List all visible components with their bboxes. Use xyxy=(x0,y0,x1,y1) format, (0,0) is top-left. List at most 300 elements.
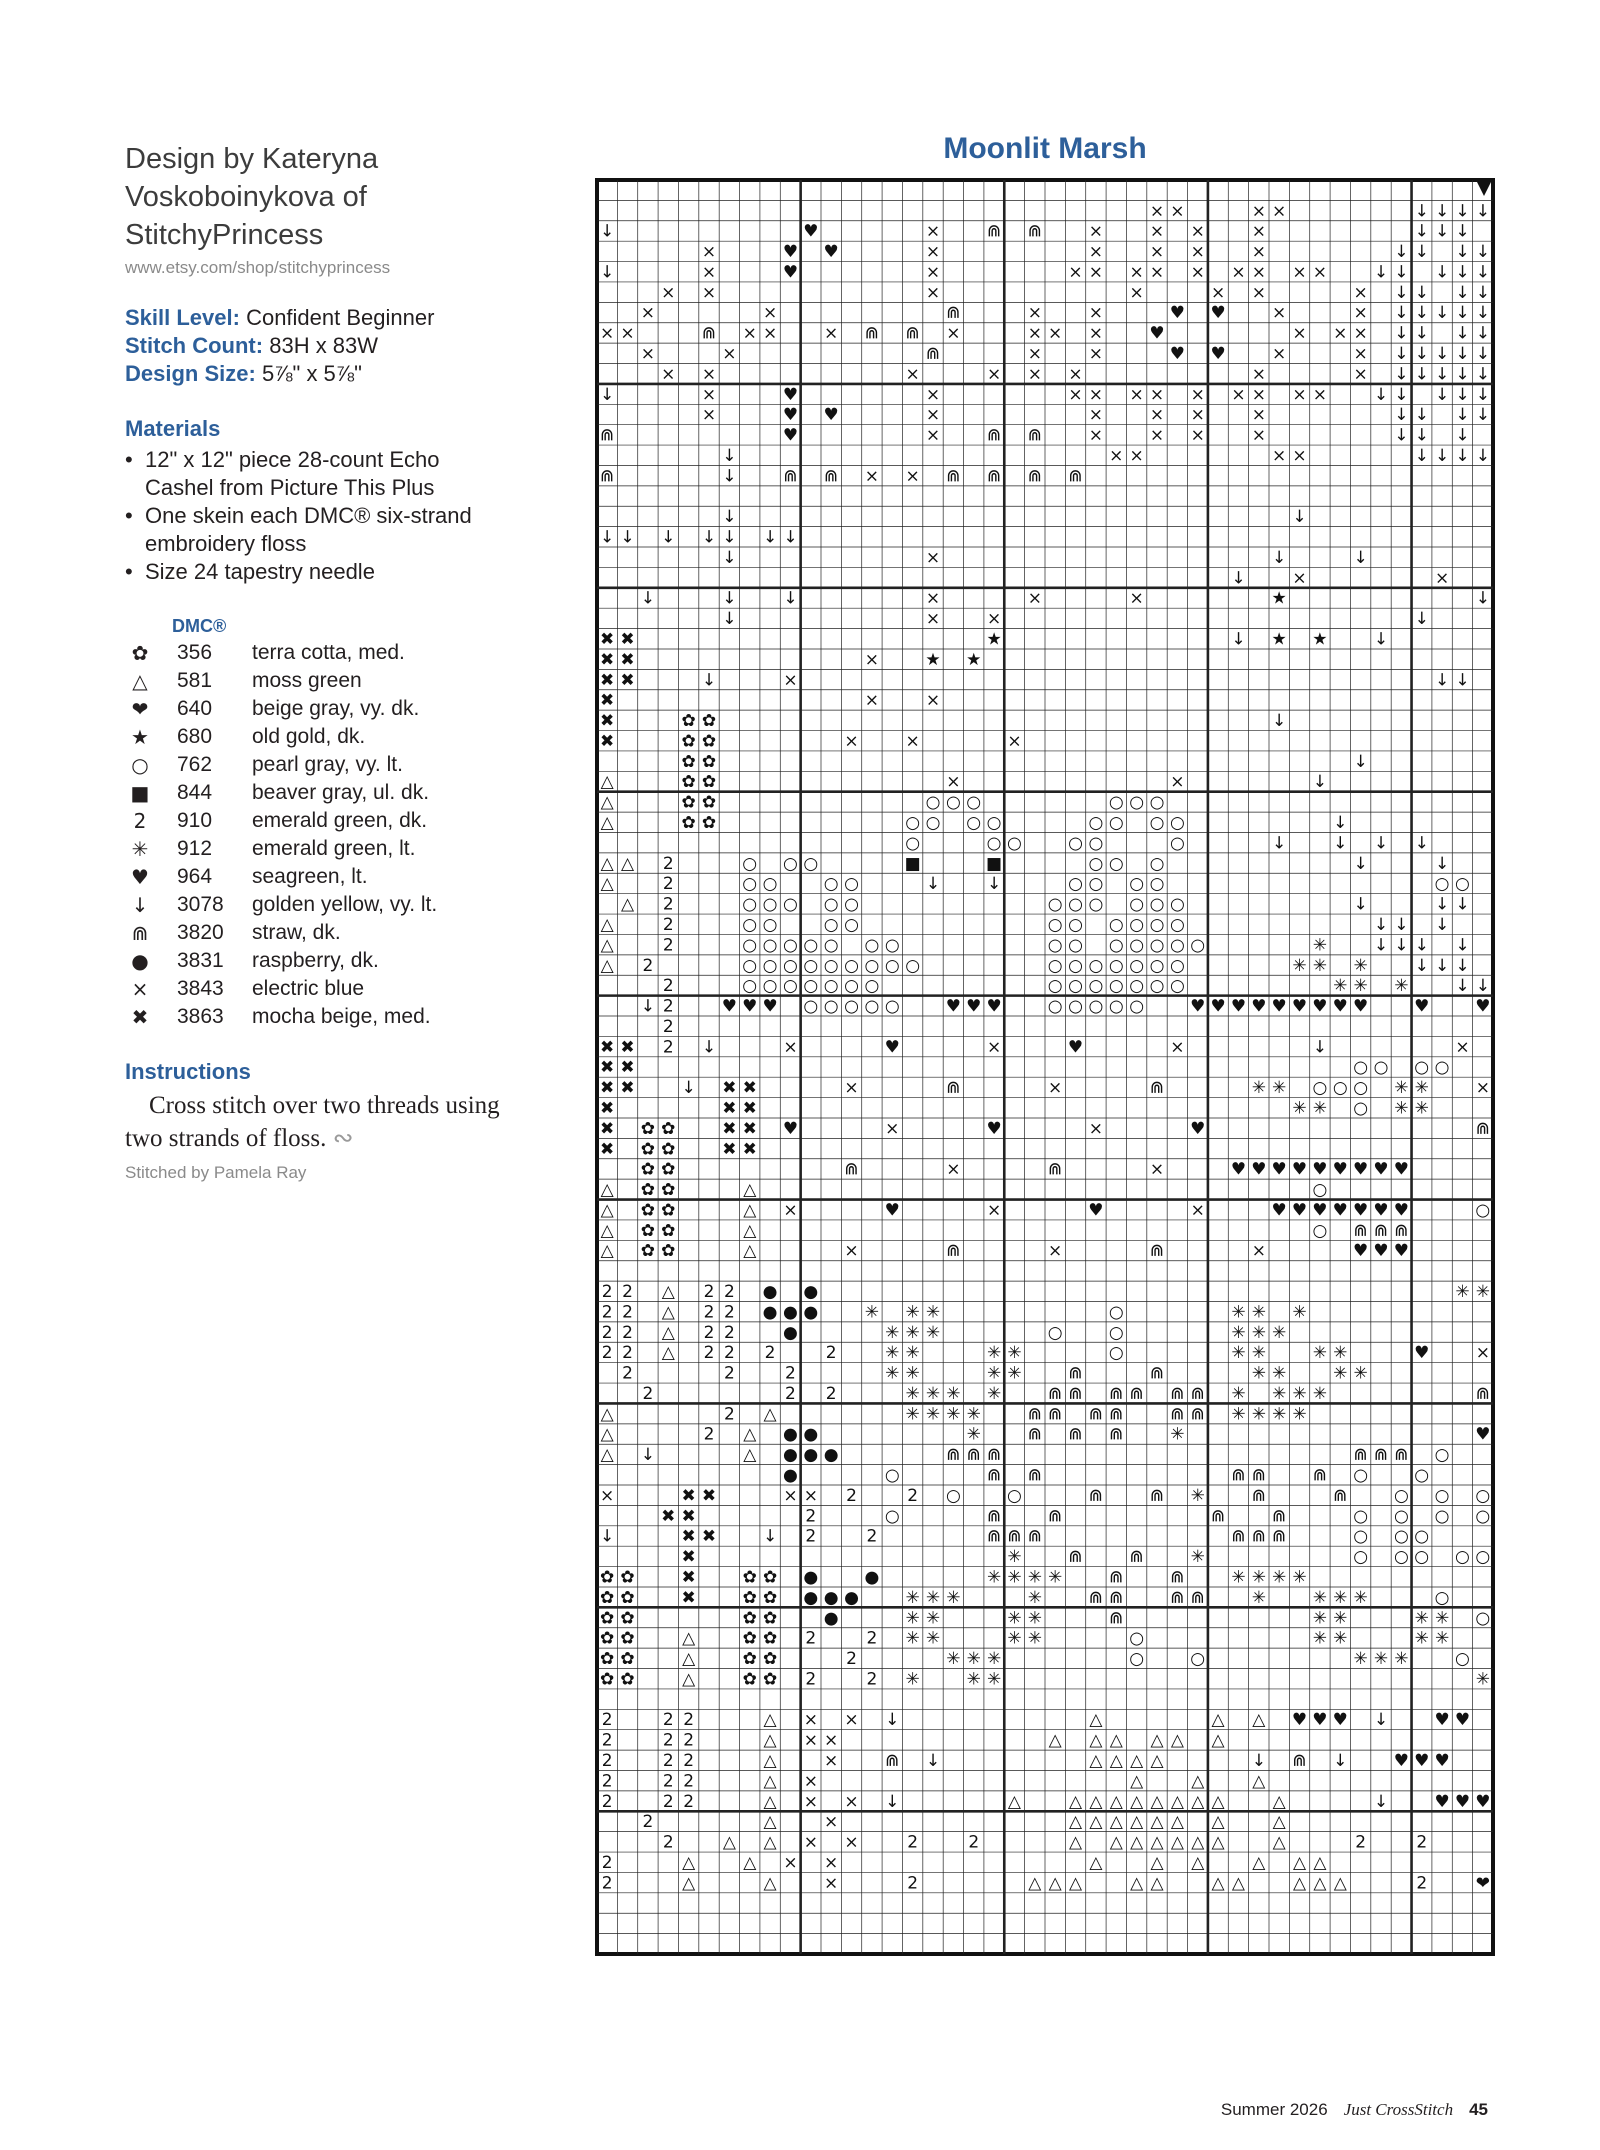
stitch-symbol: ○ xyxy=(884,955,900,976)
stitch-symbol: ○ xyxy=(1353,1078,1369,1099)
stitch-symbol: △ xyxy=(1130,1873,1144,1894)
stitch-symbol: ● xyxy=(783,1424,798,1445)
stitch-symbol: 2 xyxy=(846,1485,857,1506)
stitch-symbol: ✿ xyxy=(701,711,717,732)
stitch-symbol: 2 xyxy=(723,1343,735,1364)
stitch-symbol: ♥ xyxy=(1291,1200,1308,1221)
stitch-symbol: ↓ xyxy=(1455,323,1470,344)
bold-x-icon: ✖ xyxy=(131,1005,149,1029)
stitch-symbol: ○ xyxy=(742,894,758,915)
stitch-symbol: ♥ xyxy=(1169,303,1185,324)
stitch-symbol: ↓ xyxy=(1455,364,1470,385)
stitch-symbol: ⋒ xyxy=(946,1078,961,1099)
stitch-symbol: ♥ xyxy=(1088,1200,1104,1221)
stitch-symbol: ✖ xyxy=(620,1078,635,1099)
stitch-symbol: ⋒ xyxy=(1373,1445,1389,1466)
stitch-symbol: ⋒ xyxy=(1251,1526,1266,1547)
stitch-symbol: △ xyxy=(1089,1750,1103,1771)
stitch-symbol: 2 xyxy=(622,1302,633,1323)
stitch-symbol: ♥ xyxy=(1332,1200,1348,1221)
stitch-symbol: ✖ xyxy=(600,731,615,752)
stitch-symbol: ○ xyxy=(1129,792,1145,813)
stitch-symbol: ♥ xyxy=(782,425,799,446)
stitch-symbol: 2 xyxy=(601,1282,613,1303)
stitch-symbol: ○ xyxy=(884,1506,900,1527)
stitch-symbol: ○ xyxy=(783,955,798,976)
stitch-symbol: ○ xyxy=(1434,874,1450,895)
stitch-symbol: × xyxy=(1475,1078,1490,1099)
stitch-symbol: ○ xyxy=(1129,1628,1145,1649)
stitch-symbol: ✿ xyxy=(762,1608,778,1629)
stitch-symbol: ○ xyxy=(1108,1302,1124,1323)
stitch-symbol: ♥ xyxy=(1434,1710,1450,1731)
stitch-symbol: △ xyxy=(600,813,614,834)
stitch-symbol: ✳ xyxy=(1251,1567,1266,1588)
stitch-symbol: ↓ xyxy=(1414,425,1429,446)
stitch-symbol: × xyxy=(925,547,941,568)
stitch-symbol: ○ xyxy=(905,955,921,976)
stitch-symbol: ♥ xyxy=(1169,344,1185,365)
stitch-symbol: 2 xyxy=(866,1628,878,1649)
stitch-symbol: ♥ xyxy=(1414,996,1430,1017)
stitch-symbol: ♥ xyxy=(1434,1791,1450,1812)
stitch-symbol: ↓ xyxy=(722,445,737,466)
stitch-symbol: × xyxy=(1190,1200,1205,1221)
stitch-symbol: ○ xyxy=(1129,996,1145,1017)
key-row xyxy=(125,975,505,1003)
stitch-symbol: ○ xyxy=(864,935,880,956)
stitch-symbol: ⋒ xyxy=(1475,1118,1490,1139)
stitch-symbol: ↓ xyxy=(1434,955,1450,976)
stitch-symbol: ↓ xyxy=(1434,670,1450,691)
stitch-symbol: ♥ xyxy=(1312,1200,1328,1221)
stitch-symbol: ⋒ xyxy=(1109,1567,1124,1588)
stitch-symbol: △ xyxy=(1191,1852,1205,1873)
stitch-symbol: ⋒ xyxy=(1373,1220,1389,1241)
stitch-symbol: ♥ xyxy=(721,996,737,1017)
stitch-symbol: ● xyxy=(844,1587,859,1608)
stitch-symbol: 2 xyxy=(805,1669,817,1690)
stitch-symbol: ↓ xyxy=(925,1750,941,1771)
stitch-symbol: ○ xyxy=(1088,813,1104,834)
stitch-symbol: ✖ xyxy=(742,1078,757,1099)
stitch-symbol: ✖ xyxy=(681,1587,696,1608)
stitch-symbol: ○ xyxy=(1007,833,1022,854)
stitch-symbol: ↓ xyxy=(1272,833,1287,854)
stitch-symbol: ✿ xyxy=(640,1159,656,1180)
stitch-symbol: △ xyxy=(621,894,635,915)
stitch-symbol: ✳ xyxy=(1394,1649,1409,1670)
stitch-symbol: ♥ xyxy=(1332,996,1348,1017)
stitch-symbol: ⋒ xyxy=(1149,1241,1165,1262)
stitch-symbol: ⋒ xyxy=(783,466,798,487)
stitch-symbol: ⋒ xyxy=(1109,1383,1124,1404)
stitch-symbol: × xyxy=(1149,405,1165,426)
stitch-symbol: 2 xyxy=(723,1363,735,1384)
stitch-symbol: ✳ xyxy=(1333,1608,1348,1629)
stitch-symbol: ✳ xyxy=(885,1322,900,1343)
stitch-symbol: ↓ xyxy=(1475,323,1490,344)
stitch-symbol: ○ xyxy=(1088,874,1104,895)
stitch-symbol: ✳ xyxy=(946,1649,961,1670)
stitch-symbol: × xyxy=(1251,1241,1266,1262)
stitch-symbol: 2 xyxy=(764,1343,776,1364)
stitch-symbol: ✳ xyxy=(1251,1322,1266,1343)
stitch-symbol: ○ xyxy=(1108,1322,1124,1343)
stitch-symbol: △ xyxy=(1191,1771,1205,1792)
stitch-symbol: ○ xyxy=(1190,1649,1206,1670)
two-icon: 2 xyxy=(133,809,147,833)
stitch-symbol: 2 xyxy=(662,914,674,935)
color-name: beaver gray, ul. dk. xyxy=(252,781,430,804)
stitch-symbol: ↓ xyxy=(722,507,737,528)
stitch-symbol: ⋒ xyxy=(1027,1424,1042,1445)
stitch-symbol: ↓ xyxy=(1455,425,1470,446)
stitch-symbol: ↓ xyxy=(1414,405,1429,426)
stitch-symbol: × xyxy=(1088,425,1104,446)
stitch-symbol: ✳ xyxy=(966,1669,981,1690)
stitch-symbol: ↓ xyxy=(1373,262,1389,283)
stitch-symbol: ⋒ xyxy=(701,323,717,344)
stitch-symbol: ● xyxy=(783,1322,798,1343)
stitch-symbol: ✿ xyxy=(742,1567,757,1588)
stitch-symbol: ⋒ xyxy=(1048,1159,1063,1180)
stitch-symbol: × xyxy=(1088,344,1104,365)
stitch-symbol: ○ xyxy=(803,955,819,976)
stitch-symbol: ○ xyxy=(1414,1057,1430,1078)
flower-icon: ✿ xyxy=(131,641,149,665)
stitch-symbol: ♥ xyxy=(1353,996,1369,1017)
stitch-symbol: ○ xyxy=(1068,976,1083,997)
stitch-symbol: ✳ xyxy=(1312,935,1328,956)
cross-stitch-chart xyxy=(595,178,1495,1956)
stitch-symbol: 2 xyxy=(723,1282,735,1303)
stitch-symbol: ⋒ xyxy=(1149,1078,1165,1099)
stitch-symbol: ⋒ xyxy=(824,466,839,487)
stitch-symbol: 2 xyxy=(662,1037,674,1058)
stitch-symbol: ○ xyxy=(783,853,798,874)
stitch-symbol: × xyxy=(844,731,859,752)
stitch-symbol: ⋒ xyxy=(1149,1485,1165,1506)
stitch-symbol: ✳ xyxy=(1312,1608,1328,1629)
stitch-symbol: ↓ xyxy=(1292,507,1307,528)
stitch-symbol: ✿ xyxy=(640,1180,656,1201)
stitch-symbol: ○ xyxy=(844,914,859,935)
stitch-symbol: ○ xyxy=(1353,1547,1369,1568)
stitch-symbol: × xyxy=(925,609,941,630)
stitch-symbol: △ xyxy=(763,1404,777,1425)
stitch-symbol: ✿ xyxy=(742,1587,757,1608)
stitch-symbol: ⋒ xyxy=(1312,1465,1328,1486)
stitch-symbol: ○ xyxy=(1393,1526,1409,1547)
stitch-symbol: ⋒ xyxy=(1027,1465,1042,1486)
stitch-symbol: × xyxy=(1088,384,1104,405)
stitch-symbol: ○ xyxy=(1047,935,1063,956)
stitch-symbol: ○ xyxy=(823,976,839,997)
stitch-symbol: ■ xyxy=(986,853,1003,874)
stitch-symbol: ♥ xyxy=(1332,1159,1348,1180)
thin-x-icon: × xyxy=(131,977,149,1001)
chart-grid xyxy=(595,178,1495,1956)
stitch-symbol: ✖ xyxy=(600,629,615,650)
stitch-symbol: × xyxy=(1292,384,1307,405)
dmc-number: 844 xyxy=(177,781,213,804)
stitch-symbol: ↓ xyxy=(1272,711,1287,732)
stitch-symbol: △ xyxy=(1089,1812,1103,1833)
stitch-symbol: ✿ xyxy=(640,1139,656,1160)
stitch-symbol: ● xyxy=(783,1465,798,1486)
stitch-symbol: ○ xyxy=(803,996,819,1017)
stitch-symbol: ↓ xyxy=(722,527,737,548)
stitch-symbol: × xyxy=(1272,201,1287,222)
stitch-symbol: ✿ xyxy=(701,792,717,813)
stitch-symbol: ✳ xyxy=(966,1404,981,1425)
stitch-symbol: ✳ xyxy=(905,1363,920,1384)
stitch-symbol: △ xyxy=(1170,1730,1184,1751)
stitch-symbol: ✳ xyxy=(1272,1078,1287,1099)
spec-value: 83H x 83W xyxy=(269,333,379,358)
stitch-symbol: ♥ xyxy=(1373,1159,1389,1180)
stitch-symbol: ✳ xyxy=(1251,1302,1266,1323)
stitch-symbol: ✖ xyxy=(600,1057,615,1078)
stitch-symbol: ● xyxy=(803,1282,819,1303)
stitch-symbol: ✳ xyxy=(905,1404,920,1425)
stitch-symbol: ↓ xyxy=(1353,853,1368,874)
stitch-symbol: ↓ xyxy=(1231,568,1246,589)
stitch-symbol: ✳ xyxy=(1312,955,1328,976)
stitch-symbol: ○ xyxy=(1353,1506,1369,1527)
stitch-symbol: ♥ xyxy=(986,1118,1002,1139)
stitch-symbol: × xyxy=(661,282,676,303)
stitch-symbol: ↓ xyxy=(1455,445,1470,466)
designer-url[interactable]: www.etsy.com/shop/stitchyprincess xyxy=(125,258,391,277)
stitch-symbol: ○ xyxy=(1088,853,1104,874)
stitch-symbol: ★ xyxy=(986,629,1002,650)
stitch-symbol: ✿ xyxy=(640,1118,656,1139)
stitch-symbol: △ xyxy=(1333,1873,1347,1894)
stitch-symbol: × xyxy=(1027,364,1042,385)
stitch-symbol: 2 xyxy=(601,1302,613,1323)
materials-list xyxy=(125,446,505,586)
stitch-symbol: ✳ xyxy=(1272,1567,1287,1588)
stitch-symbol: ✖ xyxy=(742,1118,757,1139)
stitch-symbol: ○ xyxy=(1088,894,1104,915)
stitch-symbol: ● xyxy=(864,1567,880,1588)
stitch-symbol: △ xyxy=(682,1628,696,1649)
stitch-symbol: ✿ xyxy=(681,772,696,793)
stitch-symbol: ⋒ xyxy=(1068,1424,1083,1445)
stitch-symbol: ♥ xyxy=(1332,1710,1348,1731)
stitch-symbol: × xyxy=(1129,588,1144,609)
stitch-symbol: ✿ xyxy=(701,772,717,793)
stitch-symbol: △ xyxy=(763,1710,777,1731)
stitch-symbol: ○ xyxy=(986,813,1002,834)
stitch-symbol: 2 xyxy=(825,1343,837,1364)
stitch-symbol: ● xyxy=(803,1445,819,1466)
stitch-symbol: 2 xyxy=(703,1282,715,1303)
stitch-symbol: ✖ xyxy=(742,1098,757,1119)
stitch-symbol: ○ xyxy=(762,874,778,895)
stitch-symbol: △ xyxy=(763,1812,777,1833)
stitch-symbol: ✳ xyxy=(1027,1587,1042,1608)
stitch-symbol: ○ xyxy=(945,1485,961,1506)
stitch-symbol: ✿ xyxy=(762,1628,778,1649)
stitch-symbol: ✖ xyxy=(600,1037,615,1058)
leaf-icon: ❤ xyxy=(131,697,149,721)
stitch-symbol: ○ xyxy=(1129,976,1145,997)
stitch-symbol: △ xyxy=(600,792,614,813)
stitch-symbol: ✖ xyxy=(681,1567,696,1588)
stitch-symbol: △ xyxy=(600,1424,614,1445)
stitch-symbol: ○ xyxy=(1353,1098,1369,1119)
stitch-symbol: ✳ xyxy=(905,1302,920,1323)
stitch-symbol: × xyxy=(1251,201,1266,222)
stitch-symbol: × xyxy=(1088,405,1104,426)
materials-heading: Materials xyxy=(125,416,221,441)
stitch-symbol: ✳ xyxy=(1007,1363,1022,1384)
stitch-symbol: 2 xyxy=(601,1852,613,1873)
stitch-symbol: × xyxy=(864,649,880,670)
key-row xyxy=(125,835,505,863)
stitch-symbol: × xyxy=(803,1730,818,1751)
stitch-symbol: × xyxy=(925,425,941,446)
instructions-heading: Instructions xyxy=(125,1059,251,1084)
stitch-symbol: ○ xyxy=(823,874,839,895)
stitch-symbol: ○ xyxy=(742,874,758,895)
stitch-symbol: △ xyxy=(1150,1873,1164,1894)
stitch-symbol: △ xyxy=(1109,1832,1123,1853)
stitch-symbol: ⋒ xyxy=(1170,1567,1185,1588)
stitch-symbol: ⋒ xyxy=(1170,1404,1185,1425)
stitch-symbol: △ xyxy=(1170,1832,1184,1853)
stitch-symbol: △ xyxy=(1211,1730,1225,1751)
stitch-symbol: △ xyxy=(763,1730,777,1751)
stitch-symbol: ✳ xyxy=(1373,1649,1389,1670)
stitch-symbol: × xyxy=(1170,201,1185,222)
stitch-symbol: 2 xyxy=(723,1404,735,1425)
stitch-symbol: △ xyxy=(1109,1812,1123,1833)
stitch-symbol: 2 xyxy=(907,1873,919,1894)
stitch-symbol: ⋒ xyxy=(1109,1404,1124,1425)
stitch-symbol: △ xyxy=(600,1404,614,1425)
stitch-symbol: △ xyxy=(1293,1852,1307,1873)
stitch-symbol: ✳ xyxy=(925,1322,941,1343)
stitch-symbol: ⋒ xyxy=(1027,221,1042,242)
stitch-symbol: ○ xyxy=(823,955,839,976)
stitch-symbol: ○ xyxy=(925,792,941,813)
stitch-symbol: ✳ xyxy=(1007,1547,1022,1568)
stitch-symbol: 2 xyxy=(601,1322,613,1343)
stitch-symbol: ✳ xyxy=(1027,1628,1042,1649)
stitch-symbol: ↓ xyxy=(1434,201,1450,222)
stitch-symbol: ○ xyxy=(823,935,839,956)
key-row xyxy=(125,695,505,723)
stitch-symbol: × xyxy=(1088,323,1104,344)
stitch-symbol: ✿ xyxy=(681,813,696,834)
stitch-symbol: ○ xyxy=(762,894,778,915)
stitch-symbol: ✿ xyxy=(681,731,696,752)
stitch-symbol: ○ xyxy=(1068,996,1083,1017)
designer-line: StitchyPrincess xyxy=(125,219,324,251)
stitch-symbol: ↓ xyxy=(1434,221,1450,242)
stitch-symbol: ○ xyxy=(905,813,921,834)
stitch-symbol: ✿ xyxy=(701,813,717,834)
stitch-symbol: ✳ xyxy=(1434,1628,1450,1649)
stitch-symbol: ○ xyxy=(742,914,758,935)
stitch-symbol: × xyxy=(1170,1037,1185,1058)
stitch-symbol: ✖ xyxy=(600,1098,615,1119)
stitch-symbol: ⋒ xyxy=(885,1750,900,1771)
stitch-symbol: ⋒ xyxy=(946,1241,961,1262)
stitch-symbol: 2 xyxy=(1416,1873,1428,1894)
stitch-symbol: ✳ xyxy=(1272,1363,1287,1384)
stitch-symbol: ♥ xyxy=(1414,1343,1430,1364)
stitch-symbol: ○ xyxy=(1047,976,1063,997)
stitch-symbol: ✳ xyxy=(1333,1587,1348,1608)
stitch-symbol: ○ xyxy=(1068,914,1083,935)
stitch-symbol: ○ xyxy=(864,955,880,976)
materials-item: • One skein each DMC® six-strand embroidery floss xyxy=(125,502,505,558)
stitch-symbol: ↓ xyxy=(986,874,1002,895)
stitch-symbol: ↓ xyxy=(1394,344,1409,365)
stitch-symbol: ✿ xyxy=(661,1139,676,1160)
stitch-symbol: ✳ xyxy=(1434,1608,1450,1629)
stitch-symbol: × xyxy=(1190,425,1205,446)
stitch-symbol: ○ xyxy=(1129,955,1145,976)
stitch-symbol: ✳ xyxy=(864,1302,880,1323)
stitch-symbol: 2 xyxy=(703,1343,715,1364)
stitch-symbol: ✳ xyxy=(1475,1669,1490,1690)
stitch-symbol: ♥ xyxy=(1434,1750,1450,1771)
stitch-symbol: ✳ xyxy=(1394,976,1409,997)
stitch-symbol: ↓ xyxy=(1455,935,1470,956)
stitch-symbol: △ xyxy=(600,874,614,895)
stitch-symbol: ○ xyxy=(1475,1547,1491,1568)
stitch-symbol: × xyxy=(1231,384,1246,405)
stitch-symbol: ○ xyxy=(1088,996,1104,1017)
dmc-number: 3863 xyxy=(177,1005,224,1028)
stitch-symbol: ↓ xyxy=(925,874,941,895)
dmc-number: 581 xyxy=(177,669,213,692)
stitch-symbol: ✖ xyxy=(620,1037,635,1058)
stitch-symbol: ♥ xyxy=(1210,996,1226,1017)
stitch-symbol: × xyxy=(986,609,1002,630)
stitch-symbol: ○ xyxy=(1434,1506,1450,1527)
stitch-symbol: ⋒ xyxy=(986,466,1002,487)
stitch-symbol: △ xyxy=(1313,1852,1327,1873)
stitch-symbol: ✖ xyxy=(600,711,615,732)
stitch-symbol: ✖ xyxy=(681,1506,696,1527)
stitch-symbol: × xyxy=(1251,405,1266,426)
dmc-number: 640 xyxy=(177,697,213,720)
stitch-symbol: ♥ xyxy=(1353,1200,1369,1221)
stitch-symbol: × xyxy=(600,323,615,344)
spec-label: Design Size: xyxy=(125,361,256,386)
key-row xyxy=(125,807,505,835)
stitch-symbol: ↓ xyxy=(640,588,656,609)
stitch-symbol: ✳ xyxy=(1007,1608,1022,1629)
stitch-symbol: ↓ xyxy=(600,384,615,405)
stitch-symbol: ○ xyxy=(1088,976,1104,997)
stitch-symbol: ✳ xyxy=(1007,1343,1022,1364)
stitch-symbol: ○ xyxy=(1068,935,1083,956)
stitch-symbol: × xyxy=(1129,384,1144,405)
heart-icon: ♥ xyxy=(131,865,149,889)
stitch-symbol: ✖ xyxy=(701,1526,717,1547)
stitch-symbol: ↓ xyxy=(620,527,635,548)
stitch-symbol: ○ xyxy=(1047,955,1063,976)
stitch-symbol: 2 xyxy=(785,1383,796,1404)
